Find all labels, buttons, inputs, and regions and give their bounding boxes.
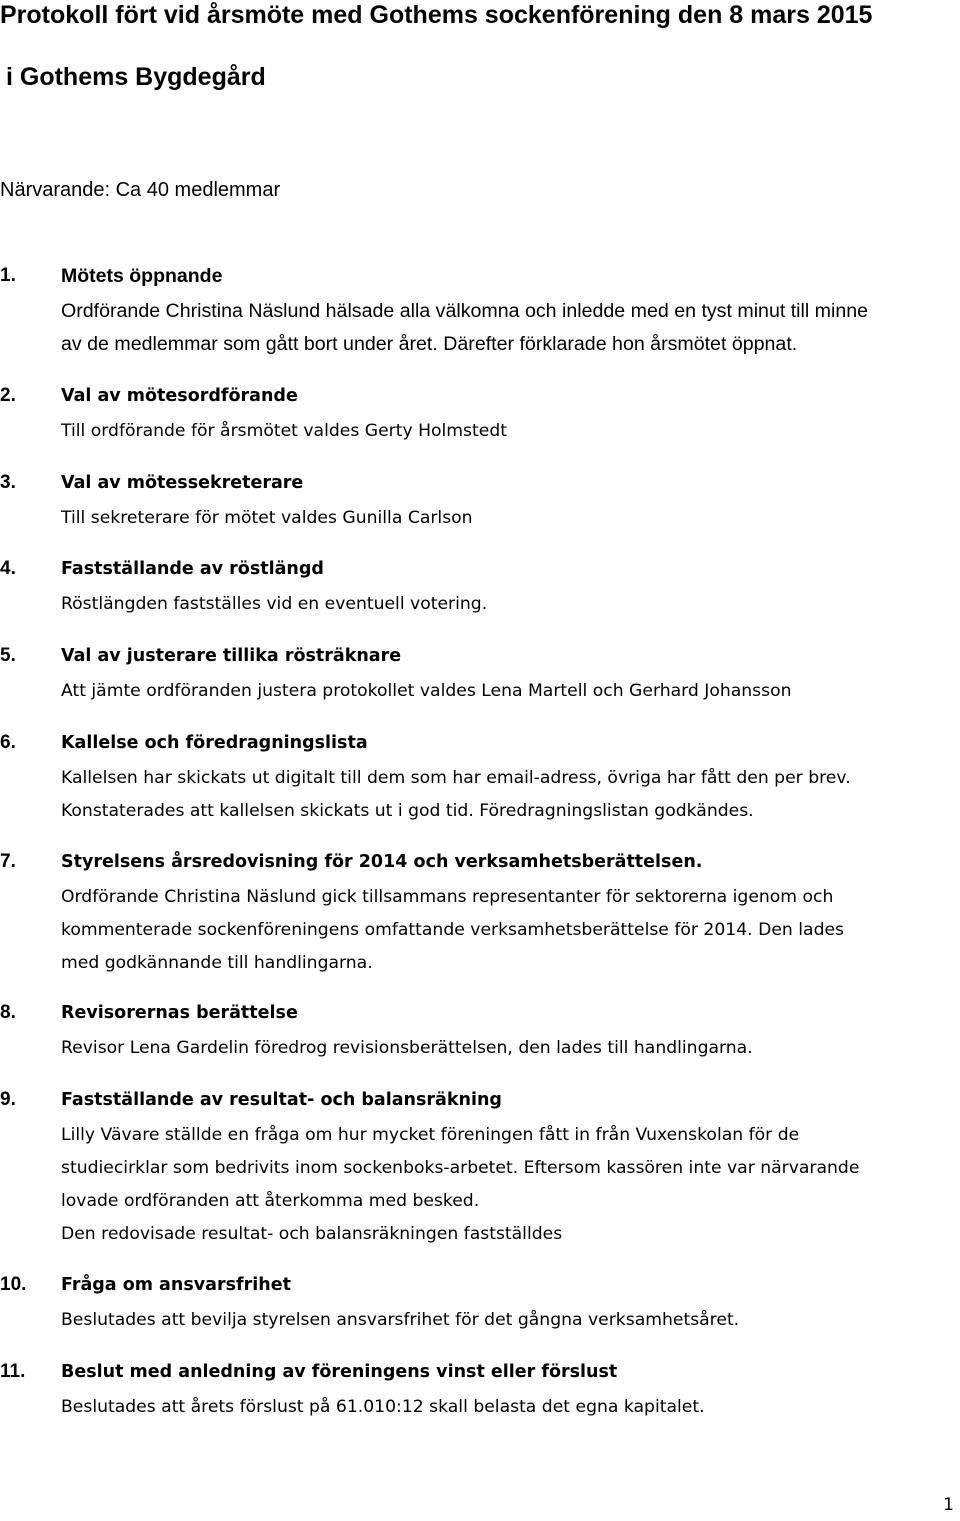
item-heading: Mötets öppnande <box>61 265 223 287</box>
item-number: 2. <box>0 385 16 406</box>
page-number: 1 <box>943 1495 954 1515</box>
item-number: 1. <box>0 265 16 286</box>
attendance-line: Närvarande: Ca 40 medlemmar <box>0 179 281 201</box>
item-text-line: Revisor Lena Gardelin föredrog revisionsberättelsen, den lades till handlingarna. <box>61 1038 753 1058</box>
item-heading: Styrelsens årsredovisning för 2014 och verksamhetsberättelsen. <box>61 852 703 872</box>
item-heading: Fastställande av resultat- och balansräkning <box>61 1090 502 1110</box>
item-heading: Beslut med anledning av föreningens vinst eller förslust <box>61 1362 618 1382</box>
item-text-line: lovade ordföranden att återkomma med besked. <box>61 1191 480 1211</box>
item-number: 9. <box>0 1089 16 1110</box>
item-heading: Kallelse och föredragningslista <box>61 733 368 753</box>
item-number: 3. <box>0 472 16 493</box>
item-heading: Fråga om ansvarsfrihet <box>61 1275 291 1295</box>
item-number: 10. <box>0 1274 27 1295</box>
item-number: 4. <box>0 558 16 579</box>
item-number: 7. <box>0 851 16 872</box>
item-text-line: Kallelsen har skickats ut digitalt till dem som har email-adress, övriga har fått den per brev. <box>61 768 851 788</box>
item-text-line: kommenterade sockenföreningens omfattande verksamhetsberättelse för 2014. Den lades <box>61 920 845 940</box>
item-text-line: studiecirklar som bedrivits inom sockenboks-arbetet. Eftersom kassören inte var närvarande <box>61 1158 860 1178</box>
item-text-line: Ordförande Christina Näslund hälsade alla välkomna och inledde med en tyst minut till minne <box>61 300 869 322</box>
item-text-line: av de medlemmar som gått bort under året. Därefter förklarade hon årsmötet öppnat. <box>61 333 798 355</box>
item-heading: Revisorernas berättelse <box>61 1003 298 1023</box>
item-text-line: Lilly Vävare ställde en fråga om hur mycket föreningen fått in från Vuxenskolan för de <box>61 1125 800 1145</box>
item-number: 5. <box>0 645 16 666</box>
item-heading: Fastställande av röstlängd <box>61 559 324 579</box>
item-heading: Val av mötessekreterare <box>61 473 304 493</box>
item-number: 6. <box>0 732 16 753</box>
item-text-line: Till sekreterare för mötet valdes Gunilla Carlson <box>61 508 473 528</box>
document-title: Protokoll fört vid årsmöte med Gothems sockenförening den 8 mars 2015 <box>0 1 873 29</box>
item-text-line: Ordförande Christina Näslund gick tillsammans representanter för sektorerna igenom och <box>61 887 834 907</box>
item-number: 8. <box>0 1002 16 1023</box>
item-text-line: Den redovisade resultat- och balansräkningen fastställdes <box>61 1224 563 1244</box>
item-text-line: med godkännande till handlingarna. <box>61 953 373 973</box>
item-heading: Val av mötesordförande <box>61 386 298 406</box>
item-text-line: Beslutades att bevilja styrelsen ansvarsfrihet för det gångna verksamhetsåret. <box>61 1310 740 1330</box>
item-text-line: Till ordförande för årsmötet valdes Gerty Holmstedt <box>61 421 507 441</box>
item-text-line: Röstlängden fastställes vid en eventuell votering. <box>61 594 488 614</box>
item-text-line: Konstaterades att kallelsen skickats ut i god tid. Föredragningslistan godkändes. <box>61 801 754 821</box>
item-number: 11. <box>0 1361 26 1382</box>
document-title-location: i Gothems Bygdegård <box>6 63 266 91</box>
item-text-line: Beslutades att årets förslust på 61.010:12 skall belasta det egna kapitalet. <box>61 1397 705 1417</box>
item-heading: Val av justerare tillika rösträknare <box>61 646 402 666</box>
item-text-line: Att jämte ordföranden justera protokollet valdes Lena Martell och Gerhard Johansson <box>61 681 792 701</box>
